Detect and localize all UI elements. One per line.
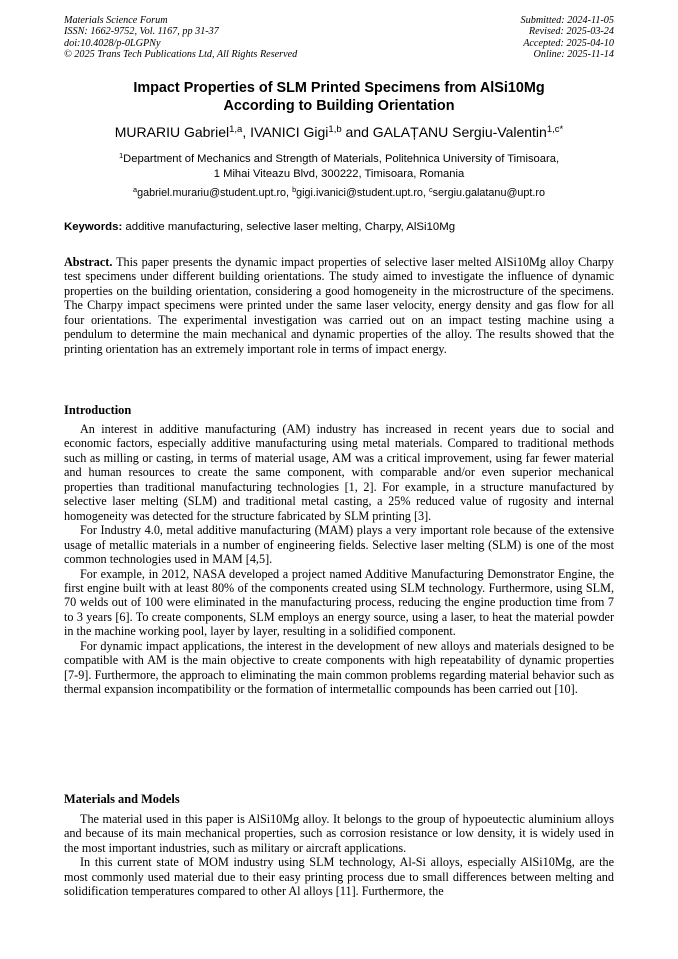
author-list xyxy=(64,123,614,141)
materials-heading: Materials and Models xyxy=(64,792,180,806)
author-3-affil: 1,c* xyxy=(546,123,564,135)
email-c[interactable]: sergiu.galatanu@upt.ro xyxy=(432,187,546,199)
introduction-heading: Introduction xyxy=(64,403,132,417)
copyright: © 2025 Trans Tech Publications Ltd, All Rights Reserved xyxy=(64,49,298,61)
affiliation-line-1 xyxy=(64,152,614,167)
dates-info xyxy=(521,15,614,61)
keywords-label: Keywords: xyxy=(64,221,123,233)
keywords xyxy=(64,220,614,235)
abstract-text: This paper presents the dynamic impact properties of selective laser melted AlSi10Mg alloy Charpy test specimens under different building orientations. The study aimed to investigate the influence of dynamic properties on the building orientation, considering a good homogeneity in the microstructure of the specimens. The Charpy impact specimens were printed under the same laser velocity, energy density and gas flow for all four orientations. The experimental investigation was carried out on an impact testing machine using a pendulum to determine the main mechanical and dynamic properties of the alloy. The results showed that the printing orientation has an extremely important role in terms of impact energy. xyxy=(64,255,614,356)
author-emails xyxy=(64,186,614,200)
author-2-affil: 1,b xyxy=(328,123,342,135)
issn: ISSN: 1662-9752, Vol. 1167, pp 31-37 xyxy=(64,26,219,38)
materials-paragraph: The material used in this paper is AlSi10Mg alloy. It belongs to the group of hypoeutectic aluminium alloys and because of its main mechanical properties, such as corrosion resistance or low density, it is widely used in the most important industries, such as military or aircraft applications. xyxy=(64,812,614,855)
author-and: and xyxy=(341,124,373,140)
author-separator: , xyxy=(242,124,251,140)
affiliation xyxy=(64,152,614,181)
title-line-2: According to Building Orientation xyxy=(223,97,455,114)
abstract xyxy=(64,255,614,356)
intro-paragraph: An interest in additive manufacturing (AM) industry has increased in recent years due to social and economic factors, especially additive manufacturing using metal materials. Compared to traditional methods such as milling or casting, in terms of material usage, AM was a critical improvement, using far fewer material and human resources to create the same component, with comparable and/or even superior mechanical properties than traditional manufacturing technologies [1, 2]. For example, in a structure manufactured by selective laser melting (SLM) and traditional metal casting, a 25% reduced value of rugosity and internal homogeneity was detected for the structure fabricated by SLM printing [3]. xyxy=(64,422,614,523)
author-1: MURARIU Gabriel xyxy=(114,124,230,140)
journal-info xyxy=(64,15,297,61)
email-a[interactable]: gabriel.murariu@student.upt.ro, xyxy=(137,187,293,199)
affiliation-dept: Department of Mechanics and Strength of Materials, Politehnica University of Timisoara, xyxy=(123,153,560,165)
author-3: GALAȚANU Sergiu-Valentin xyxy=(372,124,547,140)
introduction-body xyxy=(64,422,614,697)
submitted-date: Submitted: 2024-11-05 xyxy=(520,15,614,26)
online-date: Online: 2025-11-14 xyxy=(533,49,614,61)
abstract-paragraph xyxy=(64,255,614,356)
materials-body xyxy=(64,812,614,899)
author-1-affil: 1,a xyxy=(229,123,243,135)
author-2: IVANICI Gigi xyxy=(250,124,329,140)
email-b[interactable]: gigi.ivanici@student.upt.ro, xyxy=(296,187,429,199)
materials-paragraph: In this current state of MOM industry using SLM technology, Al-Si alloys, especially AlSi10Mg, are the most commonly used material due to their easy printing process due to small differences between melting and solidification temperatures compared to other Al alloys [11]. Furthermore, the xyxy=(64,855,614,899)
intro-paragraph: For dynamic impact applications, the interest in the development of new alloys and materials designed to be compatible with AM is the main objective to create components with high repeatability of dynamic properties [7-9]. Furthermore, the approach to eliminating the main common problems regarding material behavior such as thermal expansion incompatibility or the formation of intermetallic compounds has been carried out [10]. xyxy=(64,638,614,697)
journal-name: Materials Science Forum xyxy=(64,15,168,26)
email-b-mark: b xyxy=(292,184,297,194)
keywords-text: additive manufacturing, selective laser melting, Charpy, AlSi10Mg xyxy=(122,221,456,233)
title-line-1: Impact Properties of SLM Printed Specimens from AlSi10Mg xyxy=(133,80,545,96)
doi[interactable]: doi:10.4028/p-0LGPNy xyxy=(64,37,161,49)
affiliation-line-2: 1 Mihai Viteazu Blvd, 300222, Timisoara, Romania xyxy=(213,167,465,180)
abstract-label: Abstract. xyxy=(64,255,113,269)
email-a-mark: a xyxy=(132,184,138,194)
accepted-date: Accepted: 2025-04-10 xyxy=(523,37,614,49)
affiliation-mark: 1 xyxy=(118,150,124,160)
intro-paragraph: For Industry 4.0, metal additive manufacturing (MAM) plays a very important role because of the extensive usage of metallic materials in a number of engineering fields. Selective laser melting (SLM) is one of the most common technologies used in MAM [4,5]. xyxy=(64,523,614,567)
email-c-mark: c xyxy=(428,184,433,194)
intro-paragraph: For example, in 2012, NASA developed a project named Additive Manufacturing Demonstrator Engine, the first engine built with at least 80% of the components created using SLM technology. Furthermore, using SLM, 70 welds out of 100 were eliminated in the manufacturing process, reducing the engine production time from 7 to 3 years [6]. To create components, SLM employs an energy source, using a laser, to heat the material powder in the machine working pool, layer by layer, resulting in a solidified component. xyxy=(64,566,614,639)
revised-date: Revised: 2025-03-24 xyxy=(528,26,614,38)
paper-title xyxy=(64,80,614,115)
